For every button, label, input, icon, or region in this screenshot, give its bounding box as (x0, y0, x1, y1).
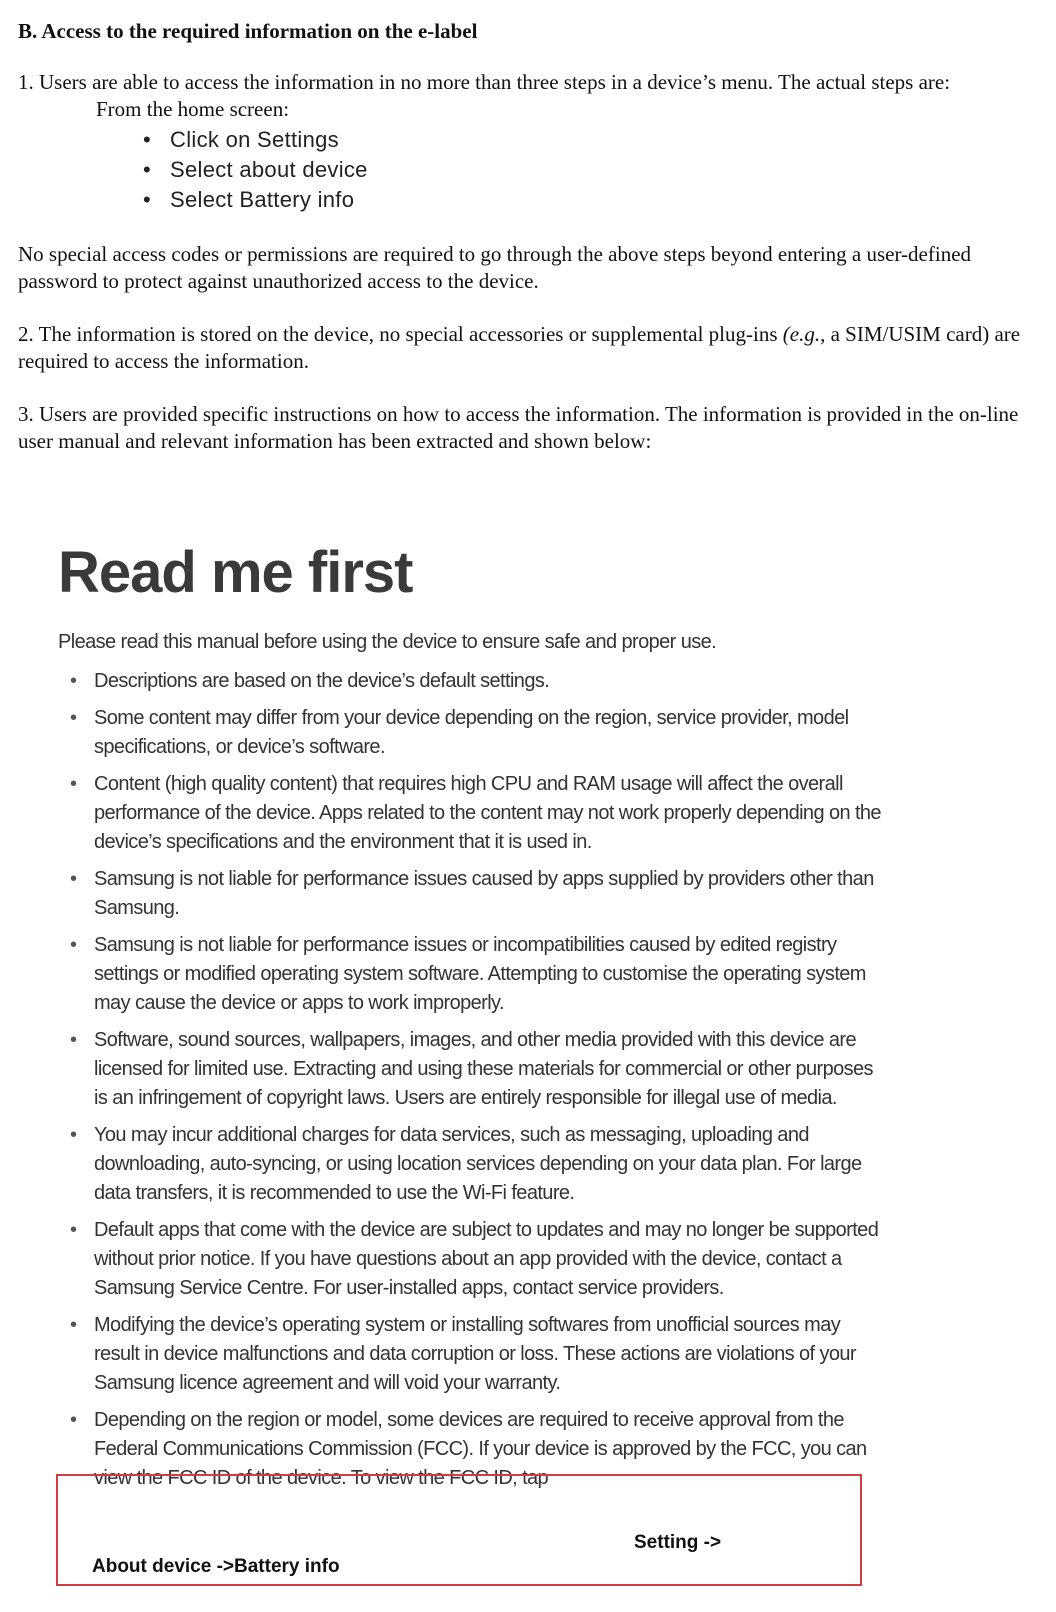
from-home-screen-label: From the home screen: (96, 97, 290, 122)
document-text-section (18, 18, 1038, 455)
manual-list-item: • Content (high quality content) that requires high CPU and RAM usage will affect the overall performance of the device. Apps related to the content may not work properly depending on the device’s specifications and the environment that it is used in. (58, 770, 884, 857)
paragraph-2 (18, 321, 1038, 375)
access-paragraph: No special access codes or permissions are required to go through the above steps beyond entering a user-defined password to protect against unauthorized access to the device. (18, 242, 972, 294)
manual-list-item: • Modifying the device’s operating system or installing softwares from unofficial sources may result in device malfunctions and data corruption or loss. These actions are violations of your Samsung licence agreement and will void your warranty. (58, 1311, 884, 1398)
paragraph-3: 3. Users are provided specific instructions on how to access the information. The information is provided in the on-line user manual and relevant information has been extracted and shown below: (18, 402, 1019, 454)
step-item: • Click on Settings (143, 125, 1038, 155)
manual-list-item: • Software, sound sources, wallpapers, images, and other media provided with this device are licensed for limited use. Extracting and using these materials for commercial or other purposes is an infringement of copyright laws. Users are entirely responsible for illegal use of media. (58, 1026, 884, 1113)
paragraph-2-end: a SIM/USIM card) are required to access the information. (18, 322, 1021, 374)
paragraph-1: 1. Users are able to access the information in no more than three steps in a device’s menu. The actual steps are: (18, 70, 951, 95)
manual-intro: Please read this manual before using the device to ensure safe and proper use. (58, 630, 717, 653)
manual-excerpt (58, 540, 958, 1501)
manual-list-item: • Samsung is not liable for performance issues or incompatibilities caused by edited registry settings or modified operating system software. Attempting to customise the operating system may cause the device or apps to work improperly. (58, 931, 884, 1018)
manual-list (58, 667, 958, 1493)
manual-list-item: • Samsung is not liable for performance issues caused by apps supplied by providers other than Samsung. (58, 865, 884, 923)
section-heading: B. Access to the required information on the e-label (18, 19, 478, 43)
fcc-path-line-1: Setting -> (634, 1532, 722, 1553)
steps-list (18, 125, 1038, 215)
step-item: • Select Battery info (143, 185, 1038, 215)
manual-list-item: • Some content may differ from your device depending on the region, service provider, model specifications, or device’s software. (58, 704, 884, 762)
manual-list-item-fcc: • Depending on the region or model, some devices are required to receive approval from the Federal Communications Commission (FCC). If your device is approved by the FCC, you can view the FCC ID of the device. To view the FCC ID, tap (58, 1406, 884, 1493)
manual-list-item: • You may incur additional charges for data services, such as messaging, uploading and downloading, auto-syncing, or using location services depending on your data plan. For large data transfers, it is recommended to use the Wi-Fi feature. (58, 1121, 884, 1208)
step-item: • Select about device (143, 155, 1038, 185)
manual-list-item: • Descriptions are based on the device’s default settings. (58, 667, 884, 696)
paragraph-2-start: 2. The information is stored on the device, no special accessories or supplemental plug-ins (18, 322, 783, 347)
manual-list-item: • Default apps that come with the device are subject to updates and may no longer be supported without prior notice. If you have questions about an app provided with the device, contact a Samsung Service Centre. For user-installed apps, contact service providers. (58, 1216, 884, 1303)
manual-title: Read me first (58, 540, 413, 605)
fcc-path-line-2: About device ->Battery info (92, 1556, 340, 1577)
paragraph-2-eg: (e.g., (782, 322, 826, 347)
